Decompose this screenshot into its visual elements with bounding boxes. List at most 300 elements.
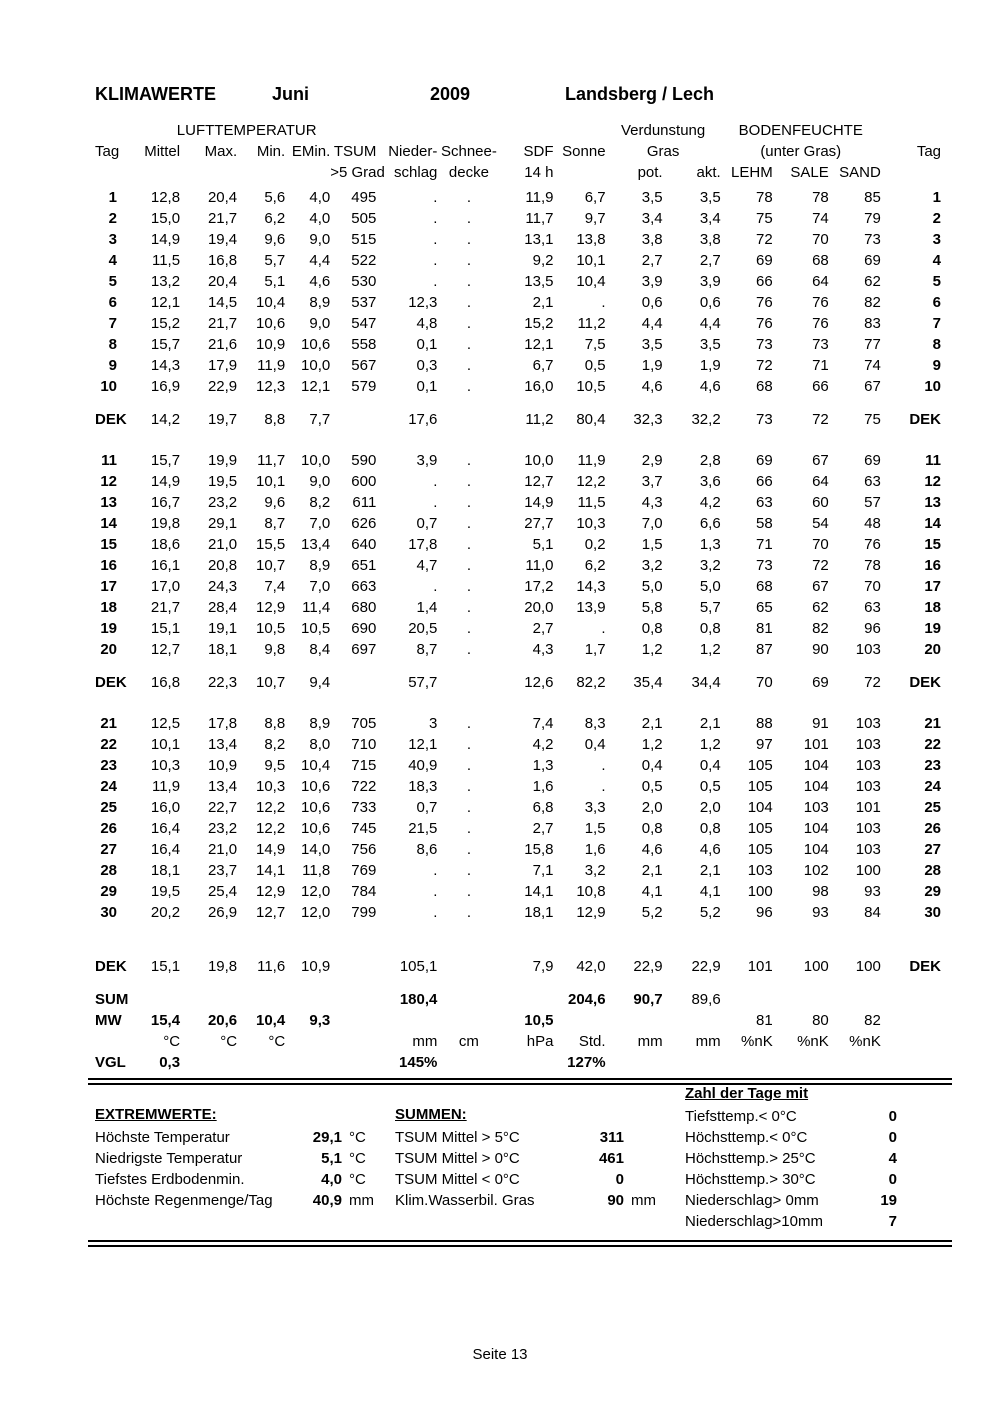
table-cell: 30 bbox=[924, 904, 941, 921]
table-cell: mm bbox=[695, 1033, 721, 1050]
table-cell: 101 bbox=[803, 736, 829, 753]
summary-value: 5,1 bbox=[321, 1150, 342, 1167]
summary-label: Niedrigste Temperatur bbox=[95, 1150, 243, 1167]
table-cell: Std. bbox=[578, 1033, 606, 1050]
table-cell bbox=[237, 1052, 285, 1073]
table-cell: 104 bbox=[803, 841, 829, 858]
table-cell: . bbox=[433, 189, 438, 206]
table-cell bbox=[285, 989, 330, 1010]
table-cell: 9,6 bbox=[264, 231, 286, 248]
table-cell: 78 bbox=[864, 557, 881, 574]
table-cell: 32,3 bbox=[633, 411, 663, 428]
table-cell: 3,9 bbox=[416, 452, 438, 469]
table-cell: 756 bbox=[351, 841, 377, 858]
table-cell: 100 bbox=[855, 958, 881, 975]
table-cell: 17,8 bbox=[207, 715, 238, 732]
table-cell: 18,1 bbox=[524, 904, 554, 921]
table-cell: . bbox=[466, 715, 471, 732]
summary-row bbox=[95, 1148, 387, 1169]
table-cell: 70 bbox=[756, 674, 773, 691]
table-cell: 83 bbox=[864, 315, 881, 332]
report-title: KLIMAWERTE bbox=[95, 84, 216, 104]
table-cell bbox=[180, 989, 237, 1010]
table-cell: 79 bbox=[864, 210, 881, 227]
table-cell bbox=[554, 162, 606, 183]
summary-value: 4,0 bbox=[321, 1171, 342, 1188]
table-cell: 76 bbox=[812, 294, 829, 311]
table-cell: 10,6 bbox=[301, 799, 331, 816]
table-cell: 6,7 bbox=[532, 357, 554, 374]
table-cell: 13,8 bbox=[576, 231, 606, 248]
table-cell: 5,2 bbox=[641, 904, 663, 921]
table-cell: 4,6 bbox=[699, 378, 721, 395]
table-cell: 29 bbox=[100, 883, 118, 900]
table-cell: 18,6 bbox=[150, 536, 181, 553]
table-cell bbox=[437, 956, 500, 977]
table-cell: 12,7 bbox=[150, 641, 181, 658]
table-cell: 15,1 bbox=[150, 958, 181, 975]
table-cell: 1,7 bbox=[584, 641, 606, 658]
table-cell: . bbox=[466, 231, 471, 248]
table-cell: 8,8 bbox=[264, 715, 286, 732]
table-cell: 1 bbox=[108, 189, 118, 206]
col-niederschlag: Nieder- bbox=[388, 143, 438, 160]
table-cell: 103 bbox=[855, 736, 881, 753]
table-cell: . bbox=[433, 862, 438, 879]
table-cell: 8,9 bbox=[309, 294, 331, 311]
table-cell: 7,9 bbox=[532, 958, 554, 975]
table-cell: 10,3 bbox=[150, 757, 181, 774]
table-cell: 16,0 bbox=[524, 378, 554, 395]
table-cell: 8,2 bbox=[264, 736, 286, 753]
table-cell bbox=[554, 1010, 606, 1031]
table-cell: 18 bbox=[924, 599, 941, 616]
table-cell: . bbox=[466, 452, 471, 469]
table-cell: 0,8 bbox=[699, 820, 721, 837]
table-cell: 13,1 bbox=[524, 231, 554, 248]
table-cell: 34,4 bbox=[691, 674, 721, 691]
table-cell: 1,6 bbox=[532, 778, 554, 795]
table-cell: 20,2 bbox=[150, 904, 181, 921]
table-cell: °C bbox=[163, 1033, 181, 1050]
table-cell: 54 bbox=[812, 515, 829, 532]
group-lufttemperatur: LUFTTEMPERATUR bbox=[176, 122, 317, 139]
table-cell: 8,7 bbox=[416, 641, 438, 658]
table-cell: 11,9 bbox=[577, 452, 606, 469]
table-cell: 73 bbox=[756, 557, 773, 574]
table-cell: 7,4 bbox=[532, 715, 554, 732]
table-cell: 9 bbox=[108, 357, 118, 374]
table-cell: 16 bbox=[100, 557, 118, 574]
table-cell: SUM bbox=[95, 991, 129, 1008]
table-cell: 8 bbox=[108, 336, 118, 353]
table-cell: 70 bbox=[812, 536, 829, 553]
spacer-row bbox=[95, 693, 941, 713]
table-cell: 3,5 bbox=[641, 189, 663, 206]
table-cell: 90,7 bbox=[633, 991, 663, 1008]
table-cell: 2,7 bbox=[532, 820, 554, 837]
table-cell bbox=[285, 1031, 330, 1052]
table-cell bbox=[773, 989, 829, 1010]
table-cell: 2,1 bbox=[532, 294, 554, 311]
table-cell: 10 bbox=[924, 378, 941, 395]
table-cell: 11,9 bbox=[257, 357, 286, 374]
table-cell: 20,0 bbox=[524, 599, 554, 616]
table-cell bbox=[330, 672, 376, 693]
table-cell: 13,2 bbox=[150, 273, 181, 290]
day-row bbox=[95, 271, 941, 292]
unit-row bbox=[95, 1031, 941, 1052]
divider-top bbox=[88, 1078, 952, 1085]
table-cell: 505 bbox=[351, 210, 377, 227]
table-cell: 4,4 bbox=[641, 315, 663, 332]
table-cell: 103 bbox=[855, 715, 881, 732]
day-row bbox=[95, 471, 941, 492]
table-cell: 4,0 bbox=[309, 210, 331, 227]
table-cell: 3 bbox=[108, 231, 118, 248]
table-cell: 103 bbox=[855, 778, 881, 795]
table-cell: 10,1 bbox=[150, 736, 181, 753]
table-cell: 96 bbox=[756, 904, 773, 921]
col-tag-right: Tag bbox=[916, 143, 941, 160]
table-cell: 17 bbox=[924, 578, 941, 595]
table-cell: 10,4 bbox=[301, 757, 331, 774]
table-cell: 23,2 bbox=[207, 820, 238, 837]
table-cell: 11,5 bbox=[151, 252, 181, 269]
table-cell: %nK bbox=[849, 1033, 881, 1050]
table-cell: 4 bbox=[108, 252, 118, 269]
table-cell: 600 bbox=[351, 473, 377, 490]
table-cell: . bbox=[601, 620, 606, 637]
table-cell: 10,5 bbox=[524, 1012, 554, 1029]
table-cell: 82 bbox=[864, 1012, 881, 1029]
table-cell: 4,2 bbox=[532, 736, 554, 753]
table-cell: 651 bbox=[351, 557, 377, 574]
table-cell: 25 bbox=[924, 799, 941, 816]
table-cell: 27 bbox=[924, 841, 941, 858]
table-cell: . bbox=[466, 336, 471, 353]
table-cell: 0,7 bbox=[416, 799, 438, 816]
table-cell: 26 bbox=[924, 820, 941, 837]
table-cell: 24 bbox=[924, 778, 941, 795]
table-cell: 9,0 bbox=[309, 473, 331, 490]
table-cell: 3,5 bbox=[641, 336, 663, 353]
table-cell bbox=[95, 1031, 117, 1052]
table-cell: 11,9 bbox=[151, 778, 181, 795]
table-cell: 1,6 bbox=[584, 841, 606, 858]
table-cell: 63 bbox=[756, 494, 773, 511]
table-cell: 21,7 bbox=[207, 210, 238, 227]
table-cell: 10,6 bbox=[301, 336, 331, 353]
table-cell: 0,5 bbox=[699, 778, 721, 795]
table-cell: 10,1 bbox=[576, 252, 606, 269]
summary-label: Niederschlag> 0mm bbox=[685, 1192, 819, 1209]
table-cell: 8,3 bbox=[584, 715, 606, 732]
summary-unit: °C bbox=[349, 1150, 366, 1167]
table-cell: 11,2 bbox=[525, 411, 554, 428]
extremwerte-column bbox=[95, 1085, 387, 1211]
table-cell: 3,5 bbox=[699, 189, 721, 206]
summary-row bbox=[685, 1211, 897, 1232]
summary-value: 0 bbox=[888, 1108, 897, 1125]
table-cell: 64 bbox=[812, 473, 829, 490]
day-row bbox=[95, 355, 941, 376]
table-cell: . bbox=[466, 904, 471, 921]
climate-table bbox=[95, 119, 941, 1073]
table-cell: 96 bbox=[864, 620, 881, 637]
col-sdf: SDF bbox=[523, 143, 554, 160]
table-cell: 76 bbox=[756, 315, 773, 332]
table-cell: hPa bbox=[526, 1033, 554, 1050]
sub-14h: 14 h bbox=[524, 164, 554, 181]
table-cell: 1,3 bbox=[532, 757, 554, 774]
table-cell: 16,1 bbox=[150, 557, 181, 574]
day-row bbox=[95, 187, 941, 208]
table-cell: 18,3 bbox=[408, 778, 438, 795]
table-cell: 5,2 bbox=[699, 904, 721, 921]
table-cell: 35,4 bbox=[633, 674, 663, 691]
table-cell: 74 bbox=[864, 357, 881, 374]
table-cell: 705 bbox=[351, 715, 377, 732]
table-cell: 680 bbox=[351, 599, 377, 616]
extremwerte-heading: EXTREMWERTE: bbox=[95, 1106, 217, 1123]
table-cell: 25 bbox=[100, 799, 118, 816]
table-cell: 72 bbox=[864, 674, 881, 691]
table-cell: 89,6 bbox=[691, 991, 721, 1008]
table-cell: 7,1 bbox=[532, 862, 554, 879]
table-cell: 100 bbox=[803, 958, 829, 975]
table-cell: 28,4 bbox=[207, 599, 238, 616]
table-cell bbox=[437, 989, 500, 1010]
table-cell: 19,5 bbox=[207, 473, 238, 490]
day-row bbox=[95, 513, 941, 534]
table-cell: 10,8 bbox=[576, 883, 606, 900]
table-cell bbox=[881, 1052, 941, 1073]
day-row bbox=[95, 881, 941, 902]
table-cell bbox=[500, 989, 553, 1010]
summary-label: TSUM Mittel < 0°C bbox=[395, 1171, 520, 1188]
table-cell bbox=[500, 1052, 553, 1073]
spacer bbox=[395, 1085, 663, 1106]
table-cell: . bbox=[466, 515, 471, 532]
table-cell: 515 bbox=[351, 231, 377, 248]
table-cell: 105 bbox=[747, 820, 773, 837]
table-cell: 722 bbox=[351, 778, 377, 795]
table-cell: . bbox=[466, 736, 471, 753]
table-cell: 4,1 bbox=[699, 883, 721, 900]
table-cell: 11,8 bbox=[302, 862, 331, 879]
table-cell: 27,7 bbox=[524, 515, 554, 532]
table-cell: 0,8 bbox=[699, 620, 721, 637]
summary-label: Niederschlag>10mm bbox=[685, 1213, 823, 1230]
table-cell: 1,5 bbox=[584, 820, 606, 837]
column-header-row bbox=[95, 141, 941, 162]
table-cell: 24 bbox=[100, 778, 118, 795]
table-cell: . bbox=[466, 315, 471, 332]
extremwerte-rows bbox=[95, 1127, 387, 1211]
table-cell: 6,2 bbox=[584, 557, 606, 574]
table-cell: 22,9 bbox=[691, 958, 721, 975]
table-cell bbox=[773, 1052, 829, 1073]
table-cell: 68 bbox=[812, 252, 829, 269]
table-cell: 547 bbox=[351, 315, 377, 332]
table-cell: 60 bbox=[812, 494, 829, 511]
table-cell: 8 bbox=[932, 336, 941, 353]
table-cell: 74 bbox=[812, 210, 829, 227]
summary-label: Höchsttemp.> 25°C bbox=[685, 1150, 816, 1167]
table-cell: 80 bbox=[812, 1012, 829, 1029]
table-cell: 14,3 bbox=[576, 578, 606, 595]
table-cell: 14,5 bbox=[207, 294, 238, 311]
table-cell: 20,8 bbox=[207, 557, 238, 574]
table-cell: 6 bbox=[108, 294, 118, 311]
table-cell: 16,4 bbox=[150, 841, 181, 858]
day-row bbox=[95, 229, 941, 250]
table-cell: 1,2 bbox=[641, 641, 663, 658]
spacer-row bbox=[95, 430, 941, 450]
sub-tsum-grad: >5 Grad bbox=[330, 164, 385, 181]
table-cell bbox=[721, 989, 773, 1010]
sub-sale: SALE bbox=[790, 164, 829, 181]
table-cell: . bbox=[433, 904, 438, 921]
table-cell: 1,3 bbox=[699, 536, 721, 553]
table-cell: 14,3 bbox=[150, 357, 181, 374]
table-cell bbox=[881, 989, 941, 1010]
summary-label: Tiefstes Erdbodenmin. bbox=[95, 1171, 245, 1188]
table-cell: 93 bbox=[812, 904, 829, 921]
table-cell bbox=[95, 119, 117, 141]
table-cell bbox=[721, 1052, 773, 1073]
table-cell: 67 bbox=[864, 378, 881, 395]
summary-value: 461 bbox=[598, 1150, 624, 1167]
table-cell bbox=[829, 1052, 881, 1073]
table-cell: 11 bbox=[925, 452, 941, 469]
table-cell: 0,5 bbox=[641, 778, 663, 795]
table-cell: 75 bbox=[756, 210, 773, 227]
table-cell: 16 bbox=[924, 557, 941, 574]
table-cell: 72 bbox=[812, 411, 829, 428]
tage-column bbox=[685, 1085, 897, 1232]
table-cell: 1,9 bbox=[641, 357, 663, 374]
table-cell: 73 bbox=[756, 336, 773, 353]
summary-row bbox=[685, 1169, 897, 1190]
table-cell: 0,4 bbox=[641, 757, 663, 774]
table-cell: 11,7 bbox=[257, 452, 286, 469]
table-cell: 4,2 bbox=[699, 494, 721, 511]
table-cell: 522 bbox=[351, 252, 377, 269]
table-cell: 12,2 bbox=[576, 473, 606, 490]
table-cell: . bbox=[433, 273, 438, 290]
table-cell: 19,8 bbox=[150, 515, 181, 532]
table-cell: 2,9 bbox=[641, 452, 663, 469]
table-cell: 18,1 bbox=[150, 862, 181, 879]
table-cell: 82,2 bbox=[576, 674, 606, 691]
table-cell: 10,4 bbox=[576, 273, 606, 290]
summary-body bbox=[88, 1085, 952, 1240]
table-cell: VGL bbox=[95, 1054, 126, 1071]
spacer bbox=[95, 1085, 387, 1106]
day-row bbox=[95, 902, 941, 923]
table-cell bbox=[285, 1052, 330, 1073]
table-cell: 0,8 bbox=[641, 820, 663, 837]
table-cell: 10,9 bbox=[255, 336, 286, 353]
summary-row bbox=[395, 1127, 663, 1148]
table-cell: 68 bbox=[756, 578, 773, 595]
table-cell: 18 bbox=[100, 599, 118, 616]
table-cell: 4 bbox=[932, 252, 941, 269]
report-month: Juni bbox=[272, 84, 310, 104]
table-cell: 19,1 bbox=[207, 620, 238, 637]
table-cell bbox=[437, 409, 500, 430]
summary-unit: °C bbox=[349, 1171, 366, 1188]
table-cell: 82 bbox=[812, 620, 829, 637]
table-cell: 17 bbox=[100, 578, 118, 595]
table-cell: 82 bbox=[864, 294, 881, 311]
table-cell: 12,5 bbox=[150, 715, 181, 732]
table-cell: 10,4 bbox=[255, 1012, 286, 1029]
day-row bbox=[95, 618, 941, 639]
table-cell: 10,0 bbox=[524, 452, 554, 469]
table-cell: 29 bbox=[924, 883, 941, 900]
table-cell bbox=[437, 119, 500, 141]
table-cell: 105 bbox=[747, 757, 773, 774]
table-cell: 0,4 bbox=[584, 736, 606, 753]
table-cell bbox=[180, 162, 237, 183]
table-cell: 12,0 bbox=[301, 904, 331, 921]
table-cell: 17,9 bbox=[207, 357, 238, 374]
col-min: Min. bbox=[256, 143, 286, 160]
table-cell: 103 bbox=[855, 841, 881, 858]
table-cell: 7,0 bbox=[309, 515, 331, 532]
table-cell: 21,7 bbox=[207, 315, 238, 332]
table-cell: 105 bbox=[747, 778, 773, 795]
table-cell bbox=[606, 1010, 663, 1031]
table-cell: 9 bbox=[932, 357, 941, 374]
table-cell: 5,1 bbox=[532, 536, 554, 553]
spacer-row bbox=[95, 923, 941, 956]
table-cell: 103 bbox=[855, 757, 881, 774]
table-cell bbox=[285, 162, 330, 183]
table-cell: 88 bbox=[756, 715, 773, 732]
day-row bbox=[95, 776, 941, 797]
table-cell: 10 bbox=[100, 378, 118, 395]
table-cell: . bbox=[466, 378, 471, 395]
table-cell: 4,6 bbox=[641, 378, 663, 395]
table-cell: . bbox=[466, 883, 471, 900]
climate-table-body bbox=[95, 187, 941, 1073]
table-cell: 62 bbox=[812, 599, 829, 616]
table-cell: 530 bbox=[351, 273, 377, 290]
table-cell: 12,8 bbox=[150, 189, 181, 206]
summary-unit bbox=[624, 1127, 663, 1148]
table-cell: 67 bbox=[812, 578, 829, 595]
table-cell: . bbox=[601, 778, 606, 795]
table-cell: 15,4 bbox=[150, 1012, 181, 1029]
table-cell: 103 bbox=[855, 641, 881, 658]
table-cell: 15,7 bbox=[150, 336, 181, 353]
table-cell: 2 bbox=[932, 210, 941, 227]
table-cell: 10,9 bbox=[301, 958, 331, 975]
table-cell: 15 bbox=[924, 536, 941, 553]
table-cell: 5,8 bbox=[641, 599, 663, 616]
table-cell: 11,9 bbox=[525, 189, 554, 206]
table-cell: 10,1 bbox=[255, 473, 286, 490]
table-cell: 2,1 bbox=[641, 715, 663, 732]
table-cell: . bbox=[466, 252, 471, 269]
table-cell: 15,1 bbox=[150, 620, 181, 637]
table-cell: 15 bbox=[100, 536, 118, 553]
table-cell: 1,2 bbox=[699, 641, 721, 658]
